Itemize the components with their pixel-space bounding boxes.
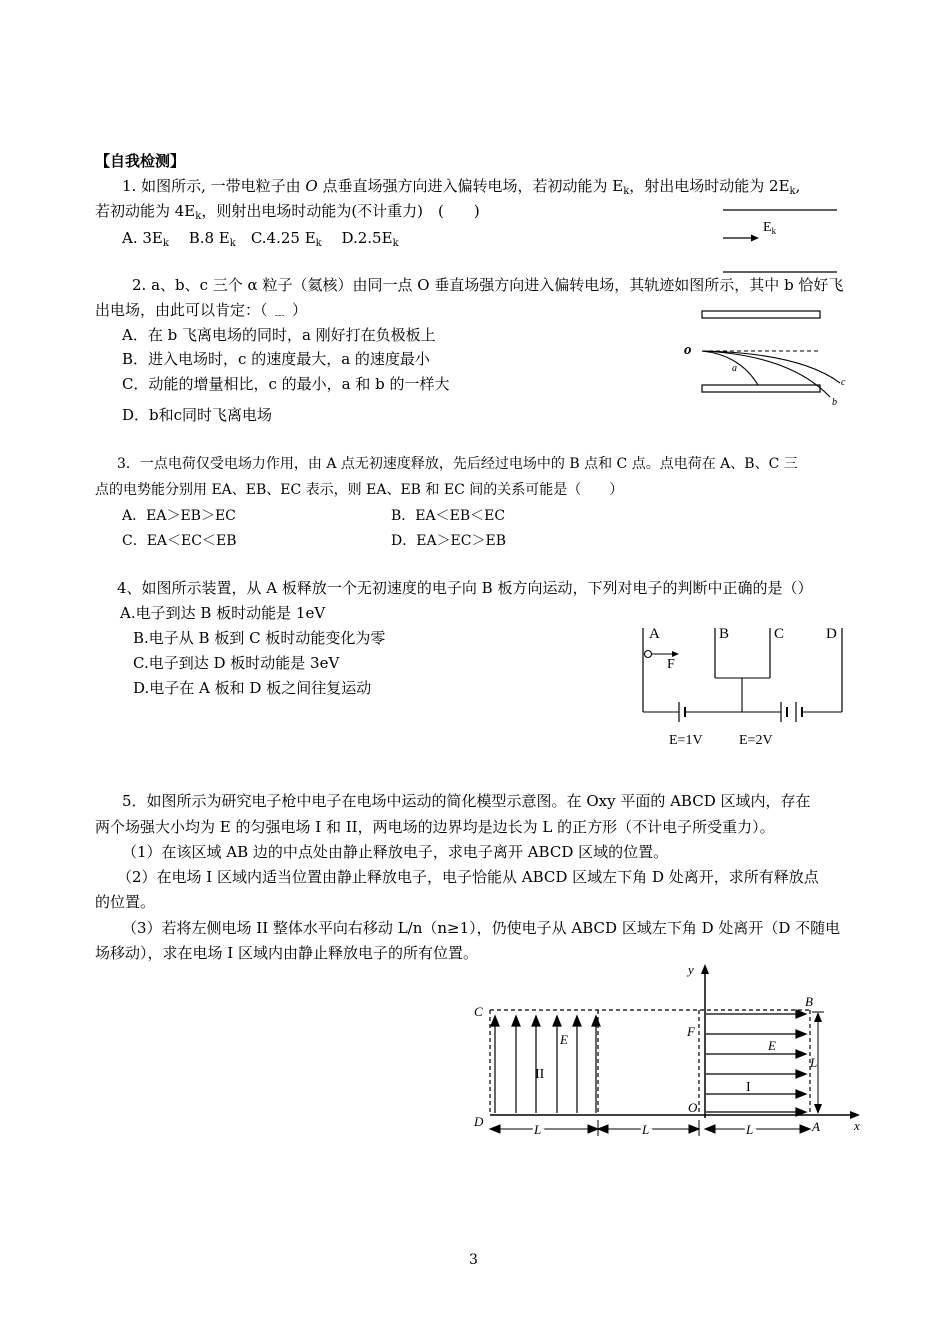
q2-label-a: a	[732, 363, 737, 374]
q5-label-y: y	[688, 962, 694, 977]
q2-label-b: b	[832, 397, 837, 408]
section-title: 【自我检测】	[95, 152, 186, 170]
q2-label-o: o	[684, 342, 692, 358]
q5-height-arrow-top	[814, 1012, 822, 1022]
q5-field-2-arrows	[491, 1016, 600, 1113]
q2-top-plate	[702, 311, 820, 318]
q2-option-c: C．动能的增量相比，c 的最小，a 和 b 的一样大	[122, 375, 450, 393]
q4-option-c: C.电子到达 D 板时动能是 3eV	[133, 654, 340, 672]
q3-line-2: 点的电势能分别用 EA、EB、EC 表示，则 EA、EB 和 EC 间的关系可能是（ ）	[95, 482, 624, 498]
page-number: 3	[469, 1252, 478, 1268]
q5-label-e-left: E	[560, 1032, 568, 1047]
q5-label-o: O	[688, 1100, 698, 1115]
q1-line-2: 若初动能为 $4E_k$，则射出电场时动能为(不计重力) ( )	[95, 202, 480, 222]
q4-option-a: A.电子到达 B 板时动能是 1eV	[120, 604, 326, 622]
q2-label-c: c	[841, 377, 846, 388]
q5-label-i: I	[746, 1080, 751, 1095]
q5-label-e-right: E	[768, 1038, 776, 1053]
q5-figure	[470, 958, 870, 1140]
q3-option-a: A．EA＞EB＞EC	[122, 508, 236, 524]
q4-label-e2: E=2V	[739, 733, 773, 748]
q4-figure	[635, 620, 850, 750]
q4-option-b: B.电子从 B 板到 C 板时动能变化为零	[133, 629, 386, 647]
q4-label-e1: E=1V	[669, 733, 703, 748]
q2-bottom-plate	[702, 385, 820, 392]
q1-options: A. $3E_k$ B.8 $E_k$ C.4.25 $E_k$ $D.2.5E_k$	[122, 229, 399, 249]
q4-label-d: D	[826, 626, 837, 642]
q5-label-l-height: L	[810, 1055, 818, 1070]
q2-option-a: A．在 b 飞离电场的同时，a 刚好打在负极板上	[122, 326, 436, 344]
q4-label-b: B	[719, 626, 730, 642]
q2-option-d: D．b和c同时飞离电场	[122, 406, 273, 424]
q5-part-2-a: （2）在电场 I 区域内适当位置由静止释放电子，电子恰能从 ABCD 区域左下角 D 处离开，求所有释放点	[117, 868, 819, 886]
q5-label-l-3: L	[746, 1122, 754, 1137]
q5-line-1: 5．如图所示为研究电子枪中电子在电场中运动的简化模型示意图。在 Oxy 平面的 ABCD 区域内，存在	[122, 792, 811, 810]
q1-line-1: 1. 如图所示, 一带电粒子由 O 点垂直场强方向进入偏转电场，若初动能为 $E_k$，射出电场时动能为 $2E_k$,	[122, 177, 801, 197]
q3-line-1: 3．一点电荷仅受电场力作用，由 A 点无初速度释放，先后经过电场中的 B 点和 C 点。点电荷在 A、B、C 三	[117, 456, 798, 472]
q5-label-l-2: L	[642, 1122, 650, 1137]
q3-option-b: B．EA＜EB＜EC	[391, 508, 506, 524]
q4-option-d: D.电子在 A 板和 D 板之间往复运动	[133, 679, 372, 697]
q4-line-1: 4、如图所示装置，从 A 板释放一个无初速度的电子向 B 板方向运动，下列对电子的判断中正确的是（）	[117, 579, 813, 597]
q4-label-a: A	[649, 626, 660, 642]
q5-part-1: （1）在该区域 AB 边的中点处由静止释放电子，求电子离开 ABCD 区域的位置。	[122, 843, 669, 861]
q1-arrow-head	[751, 235, 759, 242]
q2-line-1: 2. a、b、c 三个 α 粒子（氦核）由同一点 O 垂直场强方向进入偏转电场，其轨迹如图所示，其中 b 恰好飞	[132, 276, 844, 294]
q4-label-c: C	[774, 626, 785, 642]
q5-part-3-a: （3）若将左侧电场 II 整体水平向右移动 L/n（n≥1），仍使电子从 ABCD 区域左下角 D 处离开（D 不随电	[122, 919, 841, 937]
q5-line-2: 两个场强大小均为 E 的匀强电场 I 和 II，两电场的边界均是边长为 L 的正方形（不计电子所受重力）。	[95, 818, 775, 836]
q4-electron	[645, 651, 652, 658]
q5-label-c: C	[474, 1004, 483, 1019]
q5-label-f: F	[687, 1024, 695, 1039]
q5-label-ii: II	[535, 1067, 545, 1082]
q5-label-d: D	[474, 1114, 484, 1129]
q3-option-d: D．EA＞EC＞EB	[391, 533, 506, 549]
q5-part-3-b: 场移动），求在电场 I 区域内由静止释放电子的所有位置。	[95, 944, 478, 962]
q5-field-1-arrows	[706, 1010, 806, 1116]
q2-trajectory-b	[702, 351, 830, 397]
q5-label-a: A	[812, 1119, 820, 1134]
q5-part-2-b: 的位置。	[95, 893, 156, 911]
q5-label-b: B	[805, 994, 813, 1009]
q4-label-f: F	[667, 657, 675, 672]
q3-option-c: C．EA＜EC＜EB	[122, 533, 237, 549]
q5-height-arrow-bottom	[814, 1104, 822, 1114]
q5-label-l-1: L	[534, 1122, 542, 1137]
q2-line-2: 出电场，由此可以肯定：（ ﹍ ）	[95, 301, 308, 319]
q5-y-axis-arrow	[701, 964, 709, 974]
q1-ek-label: $E_k$	[763, 220, 777, 236]
q2-option-b: B．进入电场时，c 的速度最大，a 的速度最小	[122, 350, 430, 368]
q2-figure	[680, 305, 850, 410]
q1-figure	[715, 200, 845, 280]
q5-label-x: x	[854, 1118, 860, 1133]
